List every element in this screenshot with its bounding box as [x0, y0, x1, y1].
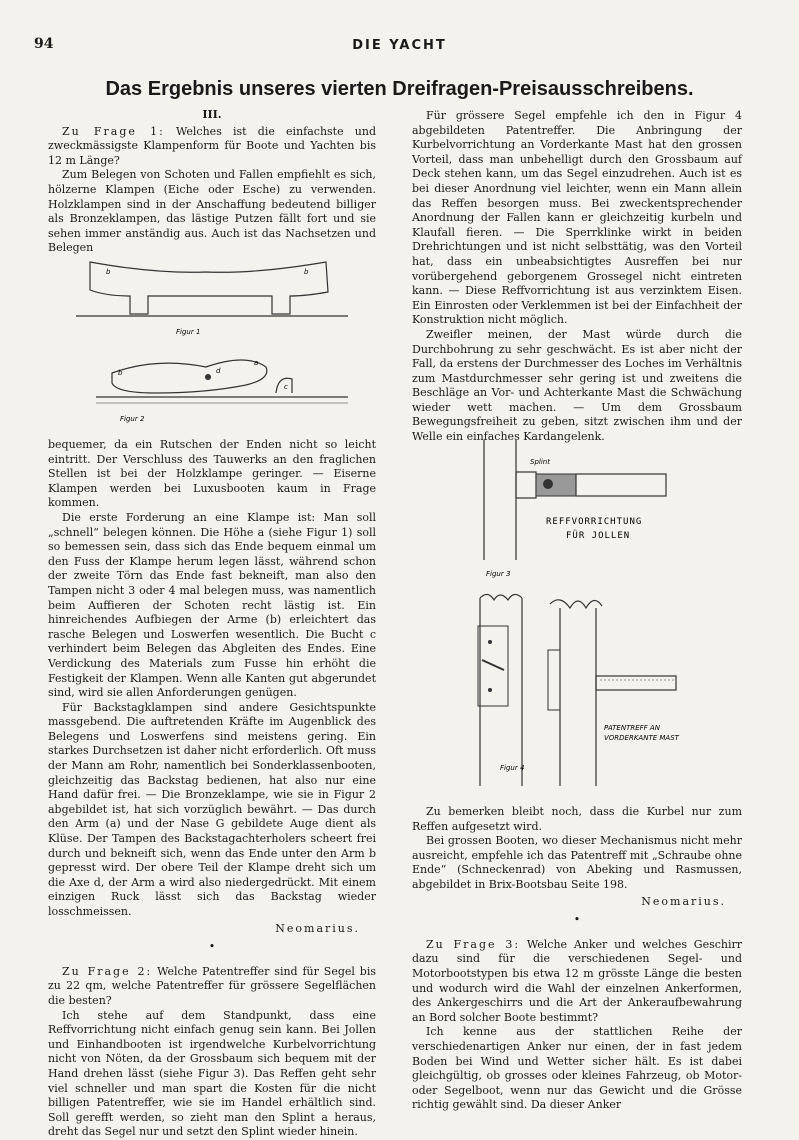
fig2-letter-a: a: [254, 359, 259, 367]
author-signature: Neomarius.: [275, 921, 360, 935]
figure-3-reefing-device-drawing: [470, 440, 670, 590]
figure-1-cleat-drawing: [76, 252, 348, 340]
question-3-label: Zu Frage 3:: [426, 937, 521, 951]
question-1: [48, 125, 376, 169]
paragraph: Ich kenne aus der stattlichen Reihe der verschiedenartigen Anker nur einen, der in fast jedem Boden bei Wind und Wetter sicher hält. Es ist dabei gleichgültig, ob grosses oder kleines Fahrzeug, ob Motor- oder Segelboot, wenn nur das Gewicht und die Grösse richtig gewählt sind. Da dieser Anker: [412, 1025, 742, 1112]
figure-2-backstay-cleat-drawing: [96, 345, 348, 427]
fig1-letter-b-right: b: [304, 268, 309, 276]
section-divider: •: [208, 940, 216, 954]
right-column-bottom: [412, 805, 742, 1113]
left-column-top: [48, 108, 376, 256]
paragraph: bequemer, da ein Rutschen der Enden nicht so leicht eintritt. Der Verschluss des Tauwerks an den fraglichen Stellen ist bei der Holzklampe geringer. — Eiserne Klampen werden bei Luxusbooten kaum in Frage kommen.: [48, 438, 376, 510]
paragraph: Zweifler meinen, der Mast würde durch die Durchbohrung zu sehr geschwächt. Es ist aber nicht der Fall, da erstens der Durchmesser des Loches im Verhältnis zum Mastdurchmesser sehr gering ist und zweitens die Beschläge an Vor- und Achterkante Mast die Schwächung wieder wett machen. — Um dem Grossbaum Bewegungsfreiheit zu geben, sitzt zwischen ihm und der Welle ein einfaches Kardangelenk.: [412, 327, 742, 444]
paragraph: Für Backstagklampen sind andere Gesichtspunkte massgebend. Die auftretenden Kräfte im Augenblick des Belegens und Loswerfens sind meistens gering. Ein starkes Durchsetzen ist daher nicht erforderlich. Oft muss der Mann am Rohr, namentlich bei Sonderklassenbooten, gleichzeitig das Backstag bedienen, hat also nur eine Hand dafür frei. — Die Bronzeklampe, wie sie in Figur 2 abgebildet ist, hat sich vorzüglich bewährt. — Das durch den Arm (a) und der Nase G gebildete Auge dient als Klüse. Der Tampen des Backstagachterholers scheert frei durch und bekneift sich, wenn das Ende unter den Arm b gepresst wird. Der obere Teil der Klampe dreht sich um die Axe d, der Arm a wird also niedergedrückt. Mit einem einzigen Ruck lässt sich das Backstag wieder losschmeissen.: [48, 700, 376, 918]
figure-4-caption-line-1: PATENTREFF AN: [604, 724, 660, 732]
question-3: [412, 938, 742, 1026]
fig3-splint-label: Splint: [530, 458, 550, 466]
paragraph: Zum Belegen von Schoten und Fallen empfiehlt es sich, hölzerne Klampen (Eiche oder Esche) zu verwenden. Holzklampen sind in der Anschaffung bedeutend billiger als Bronzeklampen, das lästige Putzen fällt fort und sie sehen immer anständig aus. Auch ist das Nachsetzen und Belegen: [48, 168, 376, 255]
paragraph: Zu bemerken bleibt noch, dass die Kurbel nur zum Reffen aufgesetzt wird.: [412, 805, 742, 833]
section-number: III.: [202, 108, 222, 121]
running-title: DIE YACHT: [352, 38, 447, 53]
figure-3-label: Figur 3: [486, 570, 511, 578]
paragraph: Die erste Forderung an eine Klampe ist: Man soll „schnell“ belegen können. Die Höhe a (siehe Figur 1) soll so bemessen sein, dass sich das Ende bequem einmal um den Fuss der Klampe herum legen lässt, während schon der zweite Törn das Ende fast bekneift, man also den Tampen nicht 3 oder 4 mal belegen muss, was namentlich beim Auffieren der Schoten recht lästig ist. Ein hinreichendes Aufbiegen der Arme (b) erleichtert das rasche Belegen und Loswerfen wesentlich. Die Bucht c verhindert beim Belegen das Abgleiten des Endes. Eine Verdickung des Materials zum Fusse hin erhöht die Festigkeit der Klampen. Wenn alle Kanten gut abgerundet sind, wird sie allen Anforderungen genügen.: [48, 510, 376, 700]
paragraph: Ich stehe auf dem Standpunkt, dass eine Reffvorrichtung nicht einfach genug sein kann. Bei Jollen und Einhandbooten ist irgendwelche Kurbelvorrichtung nicht von Nöten, da der Grossbaum sich bequem mit der Hand drehen lässt (siehe Figur 3). Das Reffen geht sehr viel schneller und man spart die Kosten für die nicht billigen Patentreffer, wie sie im Handel erhältlich sind. Soll gerefft werden, so zieht man den Splint a heraus, dreht das Segel nur und setzt den Splint wieder hinein.: [48, 1008, 376, 1139]
fig2-letter-d: d: [216, 367, 221, 375]
question-1-text: Welches ist die einfachste und zweckmässigste Klampenform für Boote und Yachten bis 12 m Länge?: [48, 124, 376, 167]
paragraph: Für grössere Segel empfehle ich den in Figur 4 abgebildeten Patentreffer. Die Anbringung der Kurbelvorrichtung an Vorderkante Mast hat den grossen Vorteil, dass man unbehelligt durch den Grossbaum auf Deck stehen kann, um das Segel einzudrehen. Auch ist es bei dieser Anordnung viel leichter, wenn ein Mann allein das Reffen besorgen muss. Bei zweckentsprechender Anordnung der Fallen kann er gleichzeitig kurbeln und Klaufall fieren. — Die Sperrklinke wirkt in beiden Drehrichtungen und ist nicht selbsttätig, was den Vorteil hat, dass ein unbeabsichtigtes Ausreffen bei nur vorübergehend geborgenem Grossegel nicht eintreten kann. — Diese Reffvorrichtung ist aus verzinktem Eisen. Ein Einrosten oder Verklemmen ist bei der Einfachheit der Konstruktion nicht möglich.: [412, 109, 742, 327]
figure-4-label: Figur 4: [500, 764, 525, 772]
paragraph: Bei grossen Booten, wo dieser Mechanismus nicht mehr ausreicht, empfehle ich das Patentreff mit „Schraube ohne Ende“ (Schneckenrad) von Abeking und Rasmussen, abgebildet in Brix-Bootsbau Seite 198.: [412, 834, 742, 891]
question-2-label: Zu Frage 2:: [62, 964, 153, 978]
figure-1-label: Figur 1: [176, 328, 201, 336]
page-number: 94: [34, 36, 54, 52]
figure-4-caption-line-2: VORDERKANTE MAST: [604, 734, 679, 742]
figure-3-caption-line-1: REFFVORRICHTUNG: [546, 517, 643, 527]
question-2: [48, 965, 376, 1009]
figure-3-caption-line-2: FÜR JOLLEN: [566, 531, 631, 541]
cleat-shape: [90, 262, 328, 314]
question-3-text: Welche Anker und welches Geschirr dazu sind für die verschiedenen Segel- und Motorbootstypen bis etwa 12 m grösste Länge die besten und wodurch wird die Wahl der einzelnen Ankerformen, des Ankergeschirrs und die Art der Ankeraufbewahrung an Bord solcher Boote bestimmt?: [412, 937, 742, 1024]
question-1-label: Zu Frage 1:: [62, 124, 165, 138]
right-column-top: [412, 109, 742, 445]
fig2-letter-c: c: [284, 383, 288, 391]
figure-4-patent-reef-drawing: [460, 590, 710, 790]
backstay-cleat-shape: [112, 360, 267, 393]
section-divider: •: [573, 913, 581, 927]
left-column-bottom: [48, 438, 376, 1140]
figure-2-label: Figur 2: [120, 415, 145, 423]
fig1-letter-b-left: b: [106, 268, 111, 276]
article-headline: Das Ergebnis unseres vierten Dreifragen-Preisausschreibens.: [105, 78, 694, 100]
author-signature: Neomarius.: [641, 894, 726, 908]
fig2-letter-b: b: [118, 369, 123, 377]
question-2-text: Welche Patentreffer sind für Segel bis zu 22 qm, welche Patentreffer für grössere Segelflächen die besten?: [48, 964, 376, 1007]
